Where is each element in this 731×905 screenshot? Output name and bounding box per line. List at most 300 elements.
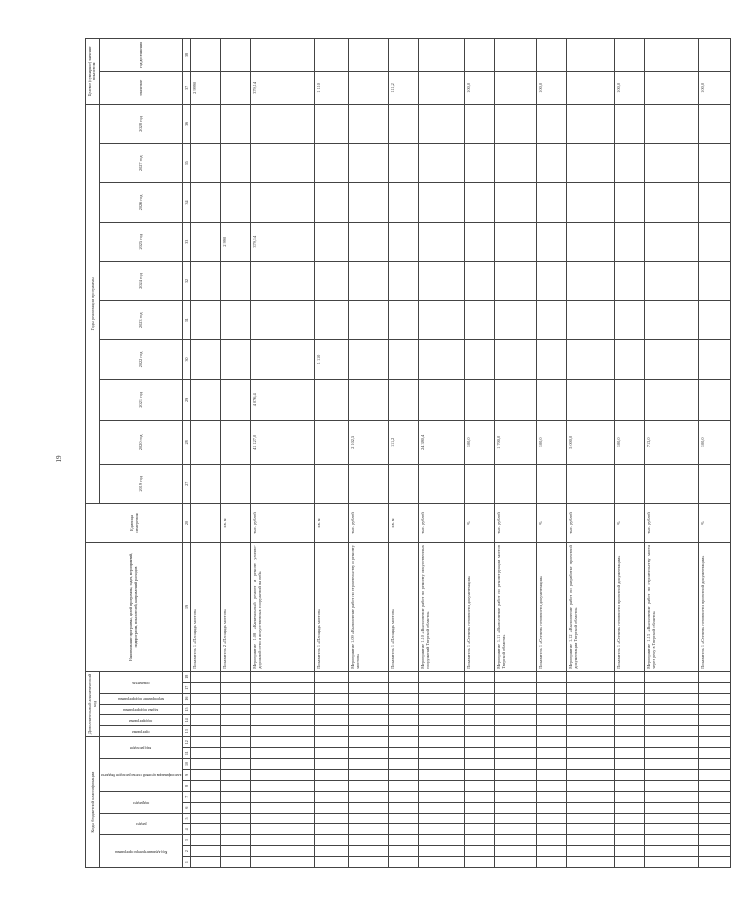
year-value-cell xyxy=(699,340,731,379)
year-value-cell xyxy=(349,104,389,143)
code-cell xyxy=(251,759,315,770)
row-name: Показатель 1 «Степень готовности проектной документации» xyxy=(699,543,731,672)
code-cell xyxy=(567,682,615,693)
code-cell xyxy=(191,726,221,737)
year-value-cell xyxy=(645,340,699,379)
year-value-cell xyxy=(537,104,567,143)
year-value-cell xyxy=(315,301,349,340)
table-row xyxy=(699,39,731,868)
code-cell xyxy=(389,748,419,759)
year-value-cell: 1 700,0 xyxy=(495,421,537,465)
year-value-cell xyxy=(419,261,465,300)
code-cell xyxy=(389,846,419,857)
header-unit: Единица измерения xyxy=(86,503,183,542)
header-years: Годы реализации программы xyxy=(86,104,100,503)
code-cell xyxy=(465,704,495,715)
code-cell xyxy=(645,715,699,726)
code-cell xyxy=(315,824,349,835)
code-cell xyxy=(419,824,465,835)
year-value-cell xyxy=(699,222,731,261)
year-value-cell: 713,0 xyxy=(645,421,699,465)
code-cell xyxy=(615,737,645,748)
header-section: раздел xyxy=(99,813,182,835)
code-cell xyxy=(495,857,537,868)
code-cell xyxy=(645,857,699,868)
year-value-cell xyxy=(191,340,221,379)
row-unit: % xyxy=(615,503,645,542)
code-cell xyxy=(191,791,221,802)
code-cell xyxy=(615,835,645,846)
code-cell xyxy=(537,759,567,770)
code-cell xyxy=(315,682,349,693)
year-value-cell xyxy=(645,104,699,143)
row-unit: кв. м xyxy=(389,503,419,542)
target-value-cell xyxy=(567,72,615,105)
code-cell xyxy=(615,769,645,780)
code-cell xyxy=(465,846,495,857)
row-unit: тыс. рублей xyxy=(645,503,699,542)
code-cell xyxy=(567,835,615,846)
target-year-cell xyxy=(221,39,251,72)
code-cell xyxy=(567,791,615,802)
code-cell xyxy=(615,824,645,835)
code-cell xyxy=(537,737,567,748)
year-value-cell xyxy=(419,104,465,143)
year-value-cell xyxy=(251,301,315,340)
code-cell xyxy=(419,726,465,737)
year-value-cell xyxy=(315,379,349,420)
year-value-cell xyxy=(349,340,389,379)
code-cell xyxy=(251,769,315,780)
code-cell xyxy=(221,693,251,704)
code-cell xyxy=(465,780,495,791)
code-cell xyxy=(315,802,349,813)
code-cell xyxy=(389,682,419,693)
code-cell xyxy=(699,813,731,824)
year-value-cell xyxy=(537,261,567,300)
code-cell xyxy=(495,748,537,759)
code-cell xyxy=(221,791,251,802)
code-cell xyxy=(495,726,537,737)
header-task: задача подпрограммы xyxy=(99,704,182,715)
year-value-cell xyxy=(191,301,221,340)
code-cell xyxy=(495,769,537,780)
year-value-cell xyxy=(389,222,419,261)
code-cell xyxy=(645,737,699,748)
code-cell xyxy=(495,682,537,693)
code-cell xyxy=(251,682,315,693)
header-year-2022: 2022 год xyxy=(99,340,182,379)
code-cell xyxy=(221,857,251,868)
row-name: Мероприятие 1.12 «Выполнение работ по разработке проектной документации Тверской области» xyxy=(567,543,615,672)
code-cell xyxy=(349,769,389,780)
code-cell xyxy=(495,802,537,813)
code-cell xyxy=(251,780,315,791)
code-cell xyxy=(567,748,615,759)
year-value-cell xyxy=(537,379,567,420)
code-cell xyxy=(615,791,645,802)
code-cell xyxy=(537,835,567,846)
year-value-cell xyxy=(349,379,389,420)
code-cell xyxy=(567,857,615,868)
code-cell xyxy=(537,682,567,693)
code-cell xyxy=(699,759,731,770)
code-cell xyxy=(389,857,419,868)
row-unit: % xyxy=(537,503,567,542)
year-value-cell xyxy=(251,183,315,222)
code-cell xyxy=(699,802,731,813)
year-value-cell xyxy=(191,104,221,143)
code-cell xyxy=(221,704,251,715)
code-cell xyxy=(191,780,221,791)
code-cell xyxy=(221,682,251,693)
code-cell xyxy=(645,780,699,791)
code-cell xyxy=(645,802,699,813)
year-value-cell xyxy=(567,144,615,183)
target-value-cell: 379,14 xyxy=(251,72,315,105)
row-name: Мероприятие 1.13 «Выполнение работ по строительству моста через реку в Тверской области» xyxy=(645,543,699,672)
year-value-cell: 41 127,0 xyxy=(251,421,315,465)
code-cell xyxy=(567,824,615,835)
code-cell xyxy=(191,857,221,868)
code-cell xyxy=(389,737,419,748)
code-cell xyxy=(191,748,221,759)
table-row xyxy=(191,39,221,868)
code-cell xyxy=(567,737,615,748)
year-value-cell xyxy=(699,301,731,340)
code-cell xyxy=(315,715,349,726)
header-prog: программа xyxy=(99,726,182,737)
code-cell xyxy=(699,748,731,759)
target-value-cell: 100,0 xyxy=(537,72,567,105)
code-cell xyxy=(349,737,389,748)
code-cell xyxy=(537,671,567,682)
year-value-cell xyxy=(389,144,419,183)
header-admin: Код администратора программы xyxy=(99,835,182,868)
code-cell xyxy=(349,835,389,846)
code-cell xyxy=(419,846,465,857)
year-value-cell xyxy=(419,222,465,261)
table-row xyxy=(537,39,567,868)
code-cell xyxy=(537,693,567,704)
table-row xyxy=(349,39,389,868)
code-cell xyxy=(389,671,419,682)
code-cell xyxy=(349,802,389,813)
header-subprog: подпрограмма xyxy=(99,715,182,726)
code-cell xyxy=(567,759,615,770)
code-cell xyxy=(389,759,419,770)
year-value-cell xyxy=(495,144,537,183)
year-value-cell xyxy=(419,183,465,222)
code-cell xyxy=(349,791,389,802)
code-cell xyxy=(645,835,699,846)
code-cell xyxy=(349,846,389,857)
code-cell xyxy=(645,813,699,824)
code-cell xyxy=(315,671,349,682)
code-cell xyxy=(389,802,419,813)
code-cell xyxy=(567,715,615,726)
code-cell xyxy=(537,846,567,857)
code-cell xyxy=(389,835,419,846)
code-cell xyxy=(251,715,315,726)
table-row xyxy=(465,39,495,868)
year-value-cell xyxy=(349,464,389,503)
code-cell xyxy=(699,682,731,693)
code-cell xyxy=(465,759,495,770)
year-value-cell: 24 380,4 xyxy=(419,421,465,465)
code-cell xyxy=(315,835,349,846)
year-value-cell xyxy=(465,222,495,261)
year-value-cell xyxy=(567,261,615,300)
target-year-cell xyxy=(349,39,389,72)
year-value-cell xyxy=(191,144,221,183)
header-year-reached: год достижения xyxy=(99,39,182,72)
code-cell xyxy=(645,693,699,704)
code-cell xyxy=(495,737,537,748)
year-value-cell xyxy=(251,104,315,143)
year-value-cell xyxy=(349,261,389,300)
code-cell xyxy=(315,726,349,737)
year-value-cell xyxy=(315,421,349,465)
code-cell xyxy=(221,846,251,857)
code-cell xyxy=(191,802,221,813)
year-value-cell xyxy=(191,183,221,222)
year-value-cell xyxy=(251,144,315,183)
code-cell xyxy=(191,682,221,693)
code-cell xyxy=(315,813,349,824)
code-cell xyxy=(537,824,567,835)
code-cell xyxy=(251,737,315,748)
code-cell xyxy=(349,715,389,726)
target-year-cell xyxy=(645,39,699,72)
year-value-cell xyxy=(221,183,251,222)
year-value-cell: 379,14 xyxy=(251,222,315,261)
year-value-cell xyxy=(567,379,615,420)
year-value-cell xyxy=(567,301,615,340)
target-year-cell xyxy=(567,39,615,72)
code-cell xyxy=(221,759,251,770)
code-cell xyxy=(567,671,615,682)
header-row-groups xyxy=(86,39,100,868)
target-year-cell xyxy=(699,39,731,72)
code-cell xyxy=(349,780,389,791)
year-value-cell xyxy=(221,464,251,503)
code-cell xyxy=(699,769,731,780)
code-cell xyxy=(389,715,419,726)
year-value-cell xyxy=(495,301,537,340)
header-codes-a: Коды бюджетной классификации xyxy=(86,737,100,868)
code-cell xyxy=(419,748,465,759)
code-cell xyxy=(315,791,349,802)
year-value-cell xyxy=(221,379,251,420)
code-cell xyxy=(389,726,419,737)
target-value-cell: 100,0 xyxy=(699,72,731,105)
code-cell xyxy=(495,671,537,682)
year-value-cell xyxy=(645,144,699,183)
code-cell xyxy=(699,791,731,802)
code-cell xyxy=(389,769,419,780)
code-cell xyxy=(419,802,465,813)
code-cell xyxy=(699,715,731,726)
row-unit: % xyxy=(699,503,731,542)
year-value-cell xyxy=(389,104,419,143)
year-value-cell xyxy=(567,340,615,379)
year-value-cell xyxy=(465,301,495,340)
year-value-cell xyxy=(567,104,615,143)
code-cell xyxy=(465,857,495,868)
year-value-cell xyxy=(315,222,349,261)
code-cell xyxy=(465,726,495,737)
row-unit xyxy=(191,503,221,542)
year-value-cell xyxy=(495,104,537,143)
code-cell xyxy=(615,748,645,759)
table-row xyxy=(645,39,699,868)
row-name: Мероприятие 1.09 «Выполнение работ по строительству и ремонту мостов» xyxy=(349,543,389,672)
year-value-cell xyxy=(615,222,645,261)
code-cell xyxy=(251,791,315,802)
year-value-cell xyxy=(419,464,465,503)
code-cell xyxy=(567,813,615,824)
year-value-cell: 100,0 xyxy=(699,421,731,465)
table-body xyxy=(191,39,731,868)
code-cell xyxy=(615,780,645,791)
code-cell xyxy=(419,780,465,791)
year-value-cell xyxy=(315,104,349,143)
header-value: значение xyxy=(99,72,182,105)
year-value-cell xyxy=(699,261,731,300)
row-unit: кв. м xyxy=(221,503,251,542)
code-cell xyxy=(537,857,567,868)
code-cell xyxy=(191,671,221,682)
header-indicator: показатель xyxy=(99,671,182,693)
target-year-cell xyxy=(465,39,495,72)
code-cell xyxy=(645,791,699,802)
year-value-cell xyxy=(191,379,221,420)
target-value-cell: 100,0 xyxy=(615,72,645,105)
year-value-cell xyxy=(251,261,315,300)
target-value-cell: 100,0 xyxy=(465,72,495,105)
program-table xyxy=(85,38,731,868)
year-value-cell xyxy=(495,464,537,503)
year-value-cell xyxy=(699,183,731,222)
year-value-cell xyxy=(221,144,251,183)
year-value-cell xyxy=(495,183,537,222)
target-year-cell xyxy=(389,39,419,72)
code-cell xyxy=(251,748,315,759)
table-row xyxy=(221,39,251,868)
code-cell xyxy=(615,759,645,770)
year-value-cell xyxy=(389,261,419,300)
year-value-cell xyxy=(221,340,251,379)
code-cell xyxy=(191,737,221,748)
row-unit: тыс. рублей xyxy=(419,503,465,542)
code-cell xyxy=(251,824,315,835)
target-value-cell: 111,2 xyxy=(389,72,419,105)
code-cell xyxy=(419,813,465,824)
year-value-cell xyxy=(221,104,251,143)
code-cell xyxy=(495,780,537,791)
code-cell xyxy=(419,769,465,780)
code-cell xyxy=(349,693,389,704)
year-value-cell xyxy=(465,379,495,420)
year-value-cell xyxy=(315,144,349,183)
code-cell xyxy=(645,769,699,780)
row-name: Мероприятие 1.10 «Выполнение работ по ремонту искусственных сооружений Тверской области» xyxy=(419,543,465,672)
year-value-cell: 100,0 xyxy=(615,421,645,465)
year-value-cell xyxy=(537,183,567,222)
year-value-cell xyxy=(615,261,645,300)
year-value-cell xyxy=(567,464,615,503)
year-value-cell xyxy=(567,222,615,261)
header-year-2021: 2021 год xyxy=(99,379,182,420)
table-row xyxy=(567,39,615,868)
target-value-cell: 2 9990 xyxy=(191,72,221,105)
code-cell xyxy=(465,802,495,813)
header-expense: вид расходов xyxy=(99,737,182,759)
code-cell xyxy=(567,802,615,813)
year-value-cell xyxy=(389,340,419,379)
header-row-index: 1 2 3 4 5 6 7 8 9 10 11 12 13 14 15 16 17 18 19 20 27 28 29 30 31 32 33 34 35 36 37 38 xyxy=(183,39,191,868)
year-value-cell xyxy=(537,222,567,261)
table-row xyxy=(315,39,349,868)
year-value-cell xyxy=(419,340,465,379)
year-value-cell xyxy=(389,301,419,340)
year-value-cell xyxy=(699,144,731,183)
year-value-cell xyxy=(389,183,419,222)
code-cell xyxy=(251,835,315,846)
code-cell xyxy=(251,846,315,857)
year-value-cell xyxy=(699,379,731,420)
code-cell xyxy=(419,715,465,726)
code-cell xyxy=(349,813,389,824)
header-row-sub xyxy=(99,39,182,868)
year-value-cell xyxy=(315,261,349,300)
code-cell xyxy=(419,791,465,802)
target-value-cell xyxy=(349,72,389,105)
code-cell xyxy=(495,704,537,715)
code-cell xyxy=(389,824,419,835)
code-cell xyxy=(315,737,349,748)
rotated-sheet xyxy=(85,38,706,868)
code-cell xyxy=(699,835,731,846)
code-cell xyxy=(465,824,495,835)
code-cell xyxy=(615,726,645,737)
code-cell xyxy=(537,802,567,813)
year-value-cell xyxy=(191,261,221,300)
year-value-cell xyxy=(221,261,251,300)
year-value-cell xyxy=(465,104,495,143)
header-measure: мероприятие подпрограммы xyxy=(99,693,182,704)
year-value-cell xyxy=(615,340,645,379)
table-row xyxy=(389,39,419,868)
header-name: Наименование программы, целей программы, задач, мероприятий, подпрограмм, показателей, направлений расходов xyxy=(86,543,183,672)
year-value-cell xyxy=(251,340,315,379)
year-value-cell xyxy=(615,379,645,420)
code-cell xyxy=(495,759,537,770)
row-name: Показатель 1 «Площадь мостов» xyxy=(389,543,419,672)
code-cell xyxy=(495,791,537,802)
code-cell xyxy=(537,715,567,726)
year-value-cell xyxy=(349,144,389,183)
code-cell xyxy=(699,824,731,835)
code-cell xyxy=(495,824,537,835)
year-value-cell xyxy=(315,183,349,222)
target-value-cell xyxy=(419,72,465,105)
code-cell xyxy=(645,704,699,715)
year-value-cell xyxy=(349,301,389,340)
code-cell xyxy=(615,813,645,824)
code-cell xyxy=(191,715,221,726)
